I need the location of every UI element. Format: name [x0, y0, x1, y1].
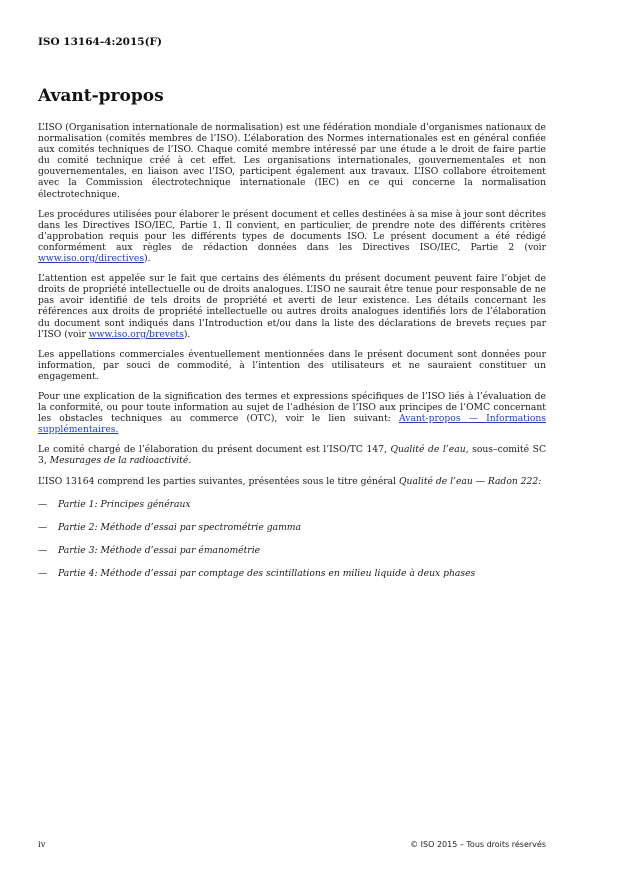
- paragraph-directives: [38, 209, 546, 264]
- list-item: [38, 545, 546, 556]
- paragraph-committee-text1: Le comité chargé de l’élaboration du présent document est l’ISO/TC 147,: [38, 444, 391, 456]
- paragraph-parts-intro: [38, 476, 546, 487]
- list-item: [38, 499, 546, 510]
- paragraph-directives-end: ).: [144, 253, 151, 265]
- paragraph-iso-organisation: L’ISO (Organisation internationale de normalisation) est une fédération mondiale d’organismes nationaux de normalisation (comités membres de l’ISO). L’élaboration des Normes internationales est en général confiée aux comités techniques de l’ISO. Chaque comité membre intéressé par une étude a le droit de faire partie du comité technique créé à cet effet. Les organisations internationales, gouvernementales et non gouvernementales, en liaison avec l’ISO, participent également aux travaux. L’ISO collabore étroitement avec la Commission électrotechnique internationale (IEC) en ce qui concerne la normalisation électrotechnique.: [38, 122, 546, 200]
- general-title-italic: Qualité de l’eau — Radon 222:: [399, 475, 542, 487]
- copyright-notice: © ISO 2015 – Tous droits réservés: [410, 840, 546, 849]
- list-dash: —: [38, 498, 48, 510]
- foreword-body: [38, 122, 546, 591]
- part-4-label: Partie 4: Méthode d’essai par comptage des scintillations en milieu liquide à deux phases: [58, 567, 476, 579]
- foreword-info-link[interactable]: Avant-propos — Informations supplémentaires.: [38, 413, 546, 436]
- paragraph-patents: [38, 273, 546, 340]
- patents-link[interactable]: www.iso.org/brevets: [88, 328, 184, 340]
- paragraph-trade-names: Les appellations commerciales éventuellement mentionnées dans le présent document sont données pour information, par souci de commodité, à l’intention des utilisateurs et ne sauraient constituer un engagement.: [38, 348, 546, 382]
- paragraph-patents-text: L’attention est appelée sur le fait que certains des éléments du présent document peuvent faire l’objet de droits de propriété intellectuelle ou de droits analogues. L’ISO ne saurait être tenue pour responsable de ne pas avoir identifié de tels droits de propriété et averti de leur existence. Les détails concernant les références aux droits de propriété intellectuelle ou autres droits analogues identifiés lors de l’élaboration du document sont indiqués dans l’Introduction et/ou dans la liste des déclarations de brevets reçues par l’ISO (voir: [38, 273, 546, 340]
- paragraph-conformity: [38, 391, 546, 435]
- list-dash: —: [38, 521, 48, 533]
- page-number: iv: [38, 840, 46, 850]
- page-title: Avant-propos: [38, 86, 164, 106]
- paragraph-directives-text: Les procédures utilisées pour élaborer le présent document et celles destinées à sa mise à jour sont décrites dans les Directives ISO/IEC, Partie 1. Il convient, en particulier, de prendre note des différents critères d’approbation requis pour les différents types de documents ISO. Le présent document a été rédigé conformément aux règles de rédaction données dans les Directives ISO/IEC, Partie 2 (voir: [38, 208, 546, 253]
- paragraph-committee-end: .: [188, 455, 192, 467]
- paragraph-committee: [38, 444, 546, 466]
- list-dash: —: [38, 544, 48, 556]
- document-id-header: ISO 13164-4:2015(F): [38, 36, 162, 48]
- paragraph-parts-intro-text: L’ISO 13164 comprend les parties suivantes, présentées sous le titre général: [38, 475, 400, 487]
- list-item: [38, 522, 546, 533]
- part-2-label: Partie 2: Méthode d’essai par spectrométrie gamma: [58, 521, 301, 533]
- part-1-label: Partie 1: Principes généraux: [58, 498, 191, 510]
- list-dash: —: [38, 567, 48, 579]
- paragraph-conformity-text: Pour une explication de la signification des termes et expressions spécifiques de l’ISO liés à l’évaluation de la conformité, ou pour toute information au sujet de l’adhésion de l’ISO aux principes de l’OMC concernant les obstacles techniques au commerce (OTC), voir le lien suivant:: [38, 390, 546, 425]
- list-item: [38, 568, 546, 579]
- committee-title-italic: Qualité de l’eau: [390, 444, 466, 456]
- paragraph-patents-end: ).: [183, 328, 191, 340]
- subcommittee-title-italic: Mesurages de la radioactivité: [49, 455, 189, 467]
- part-3-label: Partie 3: Méthode d’essai par émanométrie: [58, 544, 261, 556]
- paragraph-committee-text2: , sous–comité SC 3,: [38, 444, 546, 467]
- directives-link[interactable]: www.iso.org/directives: [38, 253, 145, 265]
